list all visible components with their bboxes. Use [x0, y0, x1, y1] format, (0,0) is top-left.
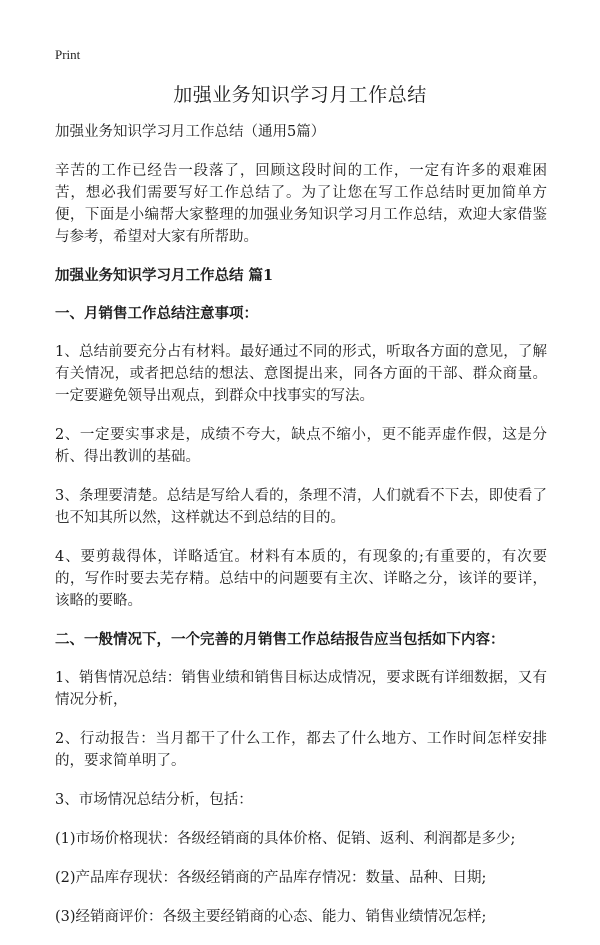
intro-paragraph: 辛苦的工作已经告一段落了，回顾这段时间的工作，一定有许多的艰难困苦，想必我们需要写好工作总结了。为了让您在写工作总结时更加简单方便，下面是小编帮大家整理的加强业务知识学习月工作总结，欢迎大家借鉴与参考，希望对大家有所帮助。 [55, 163, 547, 245]
part2-item-5: (2)产品库存现状：各级经销商的产品库存情况：数量、品种、日期; [55, 870, 487, 886]
document-body [55, 121, 547, 945]
document-title: 加强业务知识学习月工作总结 [173, 84, 427, 106]
part2-item-1: 1、销售情况总结：销售业绩和销售目标达成情况，要求既有详细数据，又有情况分析， [55, 670, 547, 708]
part1-item-1: 1、总结前要充分占有材料。最好通过不同的形式，听取各方面的意见，了解有关情况，或者把总结的想法、意图提出来，同各方面的干部、群众商量。一定要避免领导出观点，到群众中找事实的写法。 [55, 344, 547, 404]
part2-item-4: (1)市场价格现状：各级经销商的具体价格、促销、返利、利润都是多少; [55, 831, 516, 847]
part1-heading: 一、月销售工作总结注意事项： [55, 305, 258, 322]
document-subtitle: 加强业务知识学习月工作总结（通用5篇） [55, 124, 326, 140]
part2-item-3: 3、市场情况总结分析，包括： [55, 792, 253, 808]
part1-item-4: 4、要剪裁得体，详略适宜。材料有本质的，有现象的;有重要的，有次要的，写作时要去芜存精。总结中的问题要有主次、详略之分，该详的要详，该略的要略。 [55, 549, 547, 609]
part1-item-3: 3、条理要清楚。总结是写给人看的，条理不清，人们就看不下去，即使看了也不知其所以然，这样就达不到总结的目的。 [55, 488, 547, 526]
part2-heading: 二、一般情况下，一个完善的月销售工作总结报告应当包括如下内容： [55, 631, 505, 648]
part2-item-6: (3)经销商评价：各级主要经销商的心态、能力、销售业绩情况怎样; [55, 909, 487, 925]
section-title: 加强业务知识学习月工作总结 篇1 [55, 267, 274, 284]
print-link[interactable]: Print [55, 47, 81, 62]
part1-item-2: 2、一定要实事求是，成绩不夸大，缺点不缩小，更不能弄虚作假，这是分析、得出教训的基础。 [55, 427, 547, 465]
part2-item-2: 2、行动报告：当月都干了什么工作，都去了什么地方、工作时间怎样安排的，要求简单明了。 [55, 731, 547, 769]
